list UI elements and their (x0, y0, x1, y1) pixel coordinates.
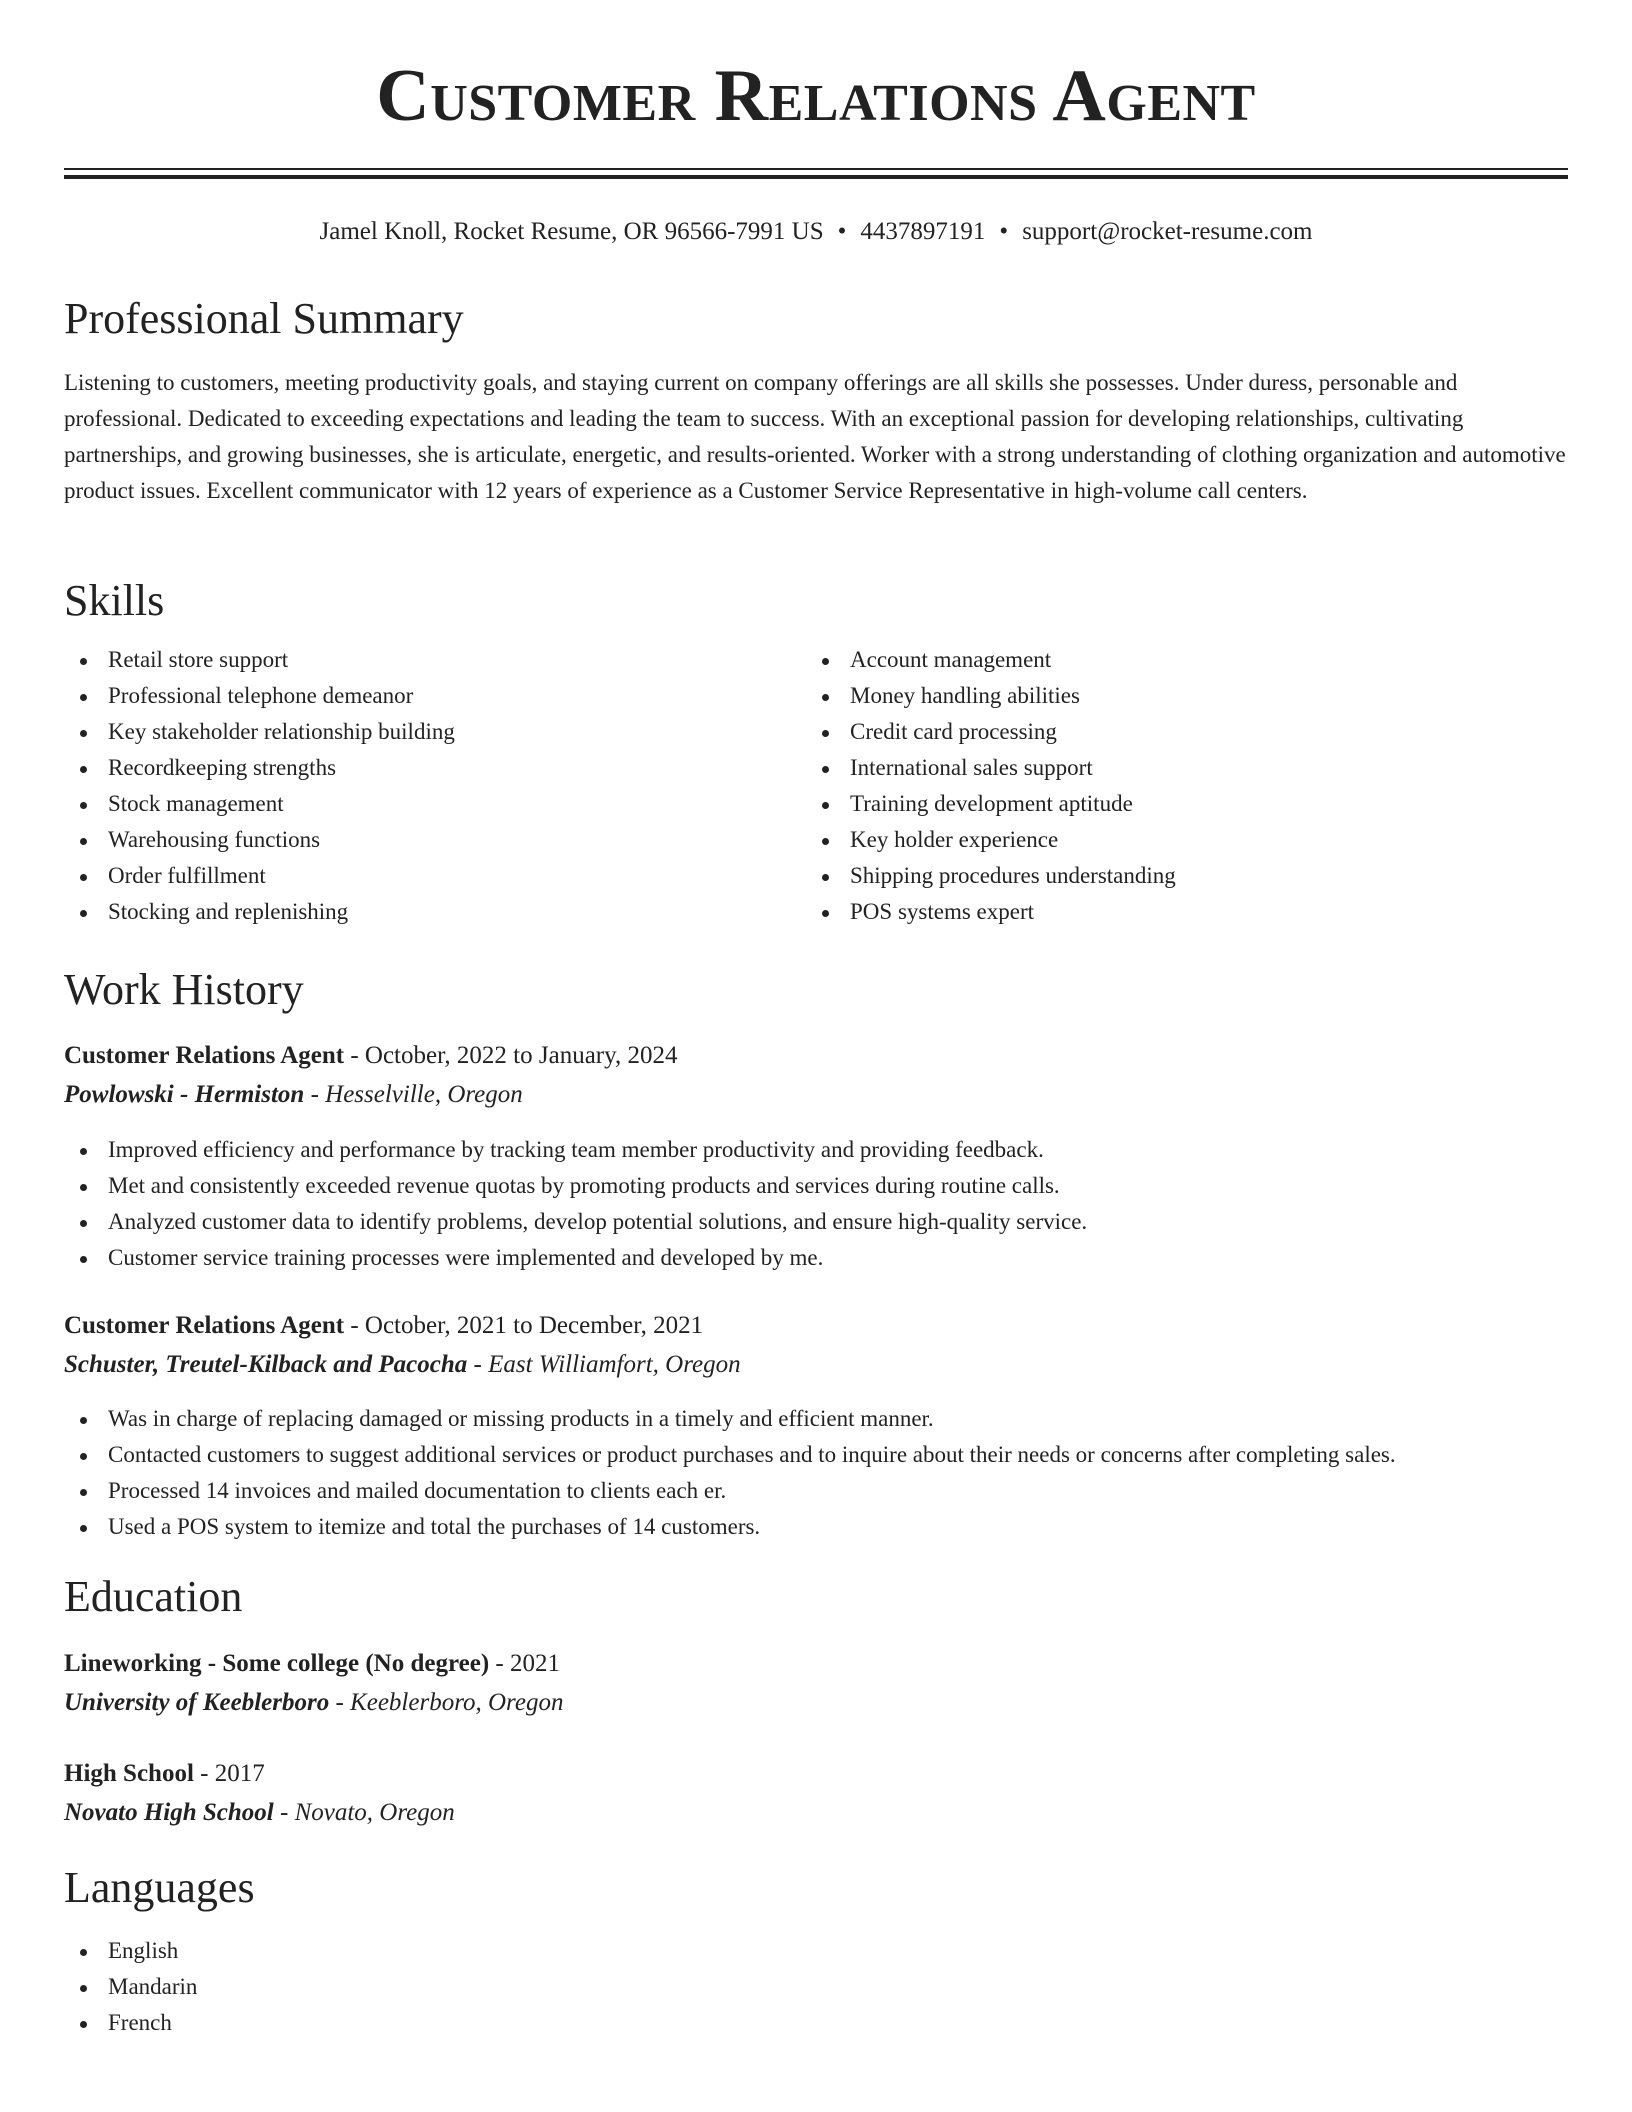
job-bullet: Used a POS system to itemize and total the purchases of 14 customers. (64, 1509, 1568, 1545)
school-name: Novato High School (64, 1799, 274, 1826)
degree-name: High School (64, 1760, 194, 1787)
contact-separator: • (999, 218, 1009, 245)
contact-address: Jamel Knoll, Rocket Resume, OR 96566-7991 US (319, 218, 824, 245)
skill-item: Stocking and replenishing (64, 894, 784, 930)
skill-item: Key stakeholder relationship building (64, 714, 784, 750)
degree-line (64, 1756, 265, 1792)
skill-item: Money handling abilities (806, 678, 1546, 714)
skill-item: Credit card processing (806, 714, 1546, 750)
job-company: Schuster, Treutel-Kilback and Pacocha (64, 1351, 468, 1378)
job-dates: - October, 2021 to December, 2021 (344, 1312, 704, 1339)
job-title-line (64, 1308, 703, 1344)
job-bullet: Met and consistently exceeded revenue quotas by promoting products and services during routine calls. (64, 1168, 1568, 1204)
job-bullet: Processed 14 invoices and mailed documentation to clients each er. (64, 1473, 1568, 1509)
skill-item: Professional telephone demeanor (64, 678, 784, 714)
skill-item: Retail store support (64, 642, 784, 678)
school-line (64, 1685, 563, 1721)
job-title: Customer Relations Agent (64, 1312, 345, 1339)
degree-name: Lineworking - Some college (No degree) (64, 1650, 490, 1677)
skill-item: Warehousing functions (64, 822, 784, 858)
job-dates: - October, 2022 to January, 2024 (344, 1042, 678, 1069)
resume-page (64, 0, 1568, 2035)
job-bullet: Contacted customers to suggest additional services or product purchases and to inquire about their needs or concerns after completing sales. (64, 1437, 1568, 1473)
work-history-heading: Work History (64, 965, 304, 1014)
skill-item: Key holder experience (806, 822, 1546, 858)
language-item: English (64, 1933, 664, 1969)
skill-item: Order fulfillment (64, 858, 784, 894)
job-title: Customer Relations Agent (64, 1042, 345, 1069)
summary-heading: Professional Summary (64, 294, 464, 343)
school-location: - Keeblerboro, Oregon (329, 1689, 564, 1716)
resume-title: Customer Relations Agent (376, 55, 1256, 137)
degree-year: - 2021 (489, 1650, 560, 1677)
job-location: - Hesselville, Oregon (304, 1081, 523, 1108)
job-title-line (64, 1038, 678, 1074)
job-bullet: Improved efficiency and performance by tracking team member productivity and providing feedback. (64, 1132, 1568, 1168)
skill-item: POS systems expert (806, 894, 1546, 930)
contact-separator: • (837, 218, 847, 245)
degree-line (64, 1646, 560, 1682)
job-bullet: Was in charge of replacing damaged or missing products in a timely and efficient manner. (64, 1401, 1568, 1437)
degree-year: - 2017 (193, 1760, 265, 1787)
languages-list (64, 1933, 664, 2041)
contact-phone: 4437897191 (860, 218, 986, 245)
job-employer-line (64, 1347, 741, 1383)
skills-heading: Skills (64, 576, 165, 625)
skill-item: Shipping procedures understanding (806, 858, 1546, 894)
job-location: - East Williamfort, Oregon (467, 1351, 741, 1378)
languages-heading: Languages (64, 1863, 255, 1912)
skill-item: Stock management (64, 786, 784, 822)
language-item: Mandarin (64, 1969, 664, 2005)
job-bullet: Customer service training processes were implemented and developed by me. (64, 1240, 1568, 1276)
summary-text: Listening to customers, meeting productivity goals, and staying current on company offerings are all skills she possesses. Under duress, personable and professional. Dedicated to exceeding expectations and leading the team to success. With an exceptional passion for developing relationships, cultivating partnerships, and growing businesses, she is articulate, energetic, and results-oriented. Worker with a strong understanding of clothing organization and automotive product issues. Excellent communicator with 12 years of experience as a Customer Service Representative in high-volume call centers. (64, 370, 1566, 503)
title-rule-thick (64, 175, 1568, 179)
skills-list-right (806, 642, 1546, 930)
job-bullets (64, 1401, 1568, 1545)
school-name: University of Keeblerboro (64, 1689, 330, 1716)
school-location: - Novato, Oregon (273, 1799, 455, 1826)
language-item: French (64, 2005, 664, 2041)
job-employer-line (64, 1077, 523, 1113)
skill-item: International sales support (806, 750, 1546, 786)
skill-item: Recordkeeping strengths (64, 750, 784, 786)
contact-email: support@rocket-resume.com (1022, 218, 1313, 245)
skills-list-left (64, 642, 784, 930)
job-bullets (64, 1132, 1568, 1276)
skill-item: Account management (806, 642, 1546, 678)
skill-item: Training development aptitude (806, 786, 1546, 822)
contact-line (64, 214, 1568, 250)
title-rule-thin (64, 168, 1568, 170)
job-company: Powlowski - Hermiston (64, 1081, 305, 1108)
job-bullet: Analyzed customer data to identify problems, develop potential solutions, and ensure high-quality service. (64, 1204, 1568, 1240)
education-heading: Education (64, 1572, 243, 1621)
school-line (64, 1795, 455, 1831)
